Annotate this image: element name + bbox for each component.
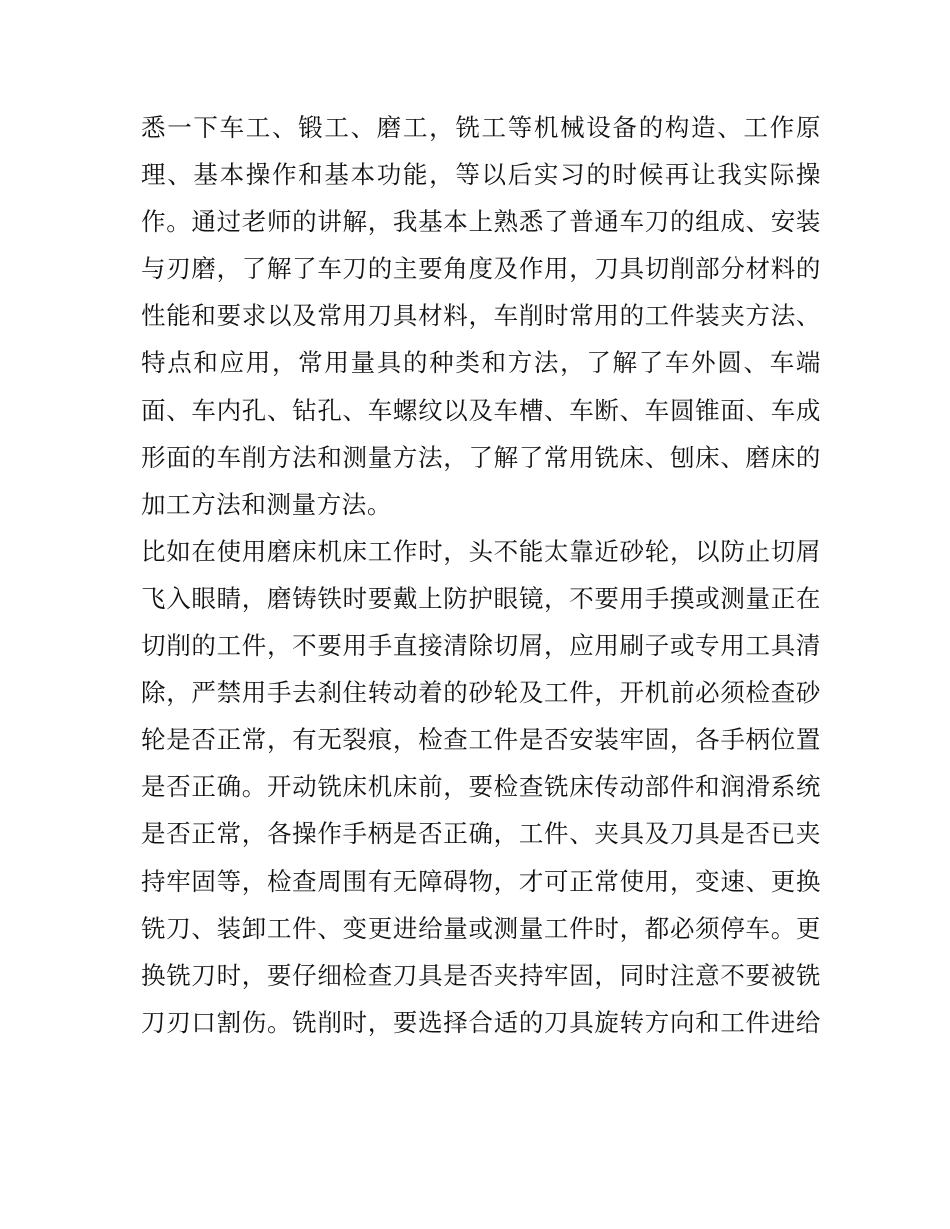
text-line: 加工方法和测量方法。 bbox=[141, 489, 392, 519]
text-line: 刀刃口割伤。铣削时，要选择合适的刀具旋转方向和工件进给 bbox=[141, 1007, 821, 1037]
text-line: 理、基本操作和基本功能，等以后实习的时候再让我实际操 bbox=[141, 160, 821, 190]
text-line: 悉一下车工、锻工、磨工，铣工等机械设备的构造、工作原 bbox=[141, 113, 821, 142]
text-line: 持牢固等，检查周围有无障碍物，才可正常使用，变速、更换 bbox=[141, 866, 821, 896]
text-line: 除，严禁用手去刹住转动着的砂轮及工件，开机前必须检查砂 bbox=[141, 678, 821, 708]
text-line: 比如在使用磨床机床工作时，头不能太靠近砂轮，以防止切屑 bbox=[141, 536, 821, 566]
text-line: 换铣刀时，要仔细检查刀具是否夹持牢固，同时注意不要被铣 bbox=[141, 960, 821, 990]
text-line: 铣刀、装卸工件、变更进给量或测量工件时，都必须停车。更 bbox=[141, 913, 821, 943]
text-line: 切削的工件，不要用手直接清除切屑，应用刷子或专用工具清 bbox=[141, 631, 821, 661]
text-line: 特点和应用，常用量具的种类和方法，了解了车外圆、车端 bbox=[141, 348, 821, 378]
body-text bbox=[141, 104, 821, 1046]
text-line: 与刃磨，了解了车刀的主要角度及作用，刀具切削部分材料的 bbox=[141, 254, 821, 284]
text-line: 是否正常，各操作手柄是否正确，工件、夹具及刀具是否已夹 bbox=[141, 819, 821, 849]
text-line: 性能和要求以及常用刀具材料，车削时常用的工件装夹方法、 bbox=[141, 301, 821, 331]
text-line: 轮是否正常，有无裂痕，检查工件是否安装牢固，各手柄位置 bbox=[141, 725, 821, 755]
text-line: 面、车内孔、钻孔、车螺纹以及车槽、车断、车圆锥面、车成 bbox=[141, 395, 821, 425]
text-line: 飞入眼睛，磨铸铁时要戴上防护眼镜，不要用手摸或测量正在 bbox=[141, 583, 821, 613]
paragraph-machine-overview bbox=[141, 104, 821, 528]
text-line: 是否正确。开动铣床机床前，要检查铣床传动部件和润滑系统 bbox=[141, 772, 821, 802]
paragraph-safety-rules bbox=[141, 528, 821, 1046]
text-line: 作。通过老师的讲解，我基本上熟悉了普通车刀的组成、安装 bbox=[141, 207, 821, 237]
text-line: 形面的车削方法和测量方法，了解了常用铣床、刨床、磨床的 bbox=[141, 442, 821, 472]
